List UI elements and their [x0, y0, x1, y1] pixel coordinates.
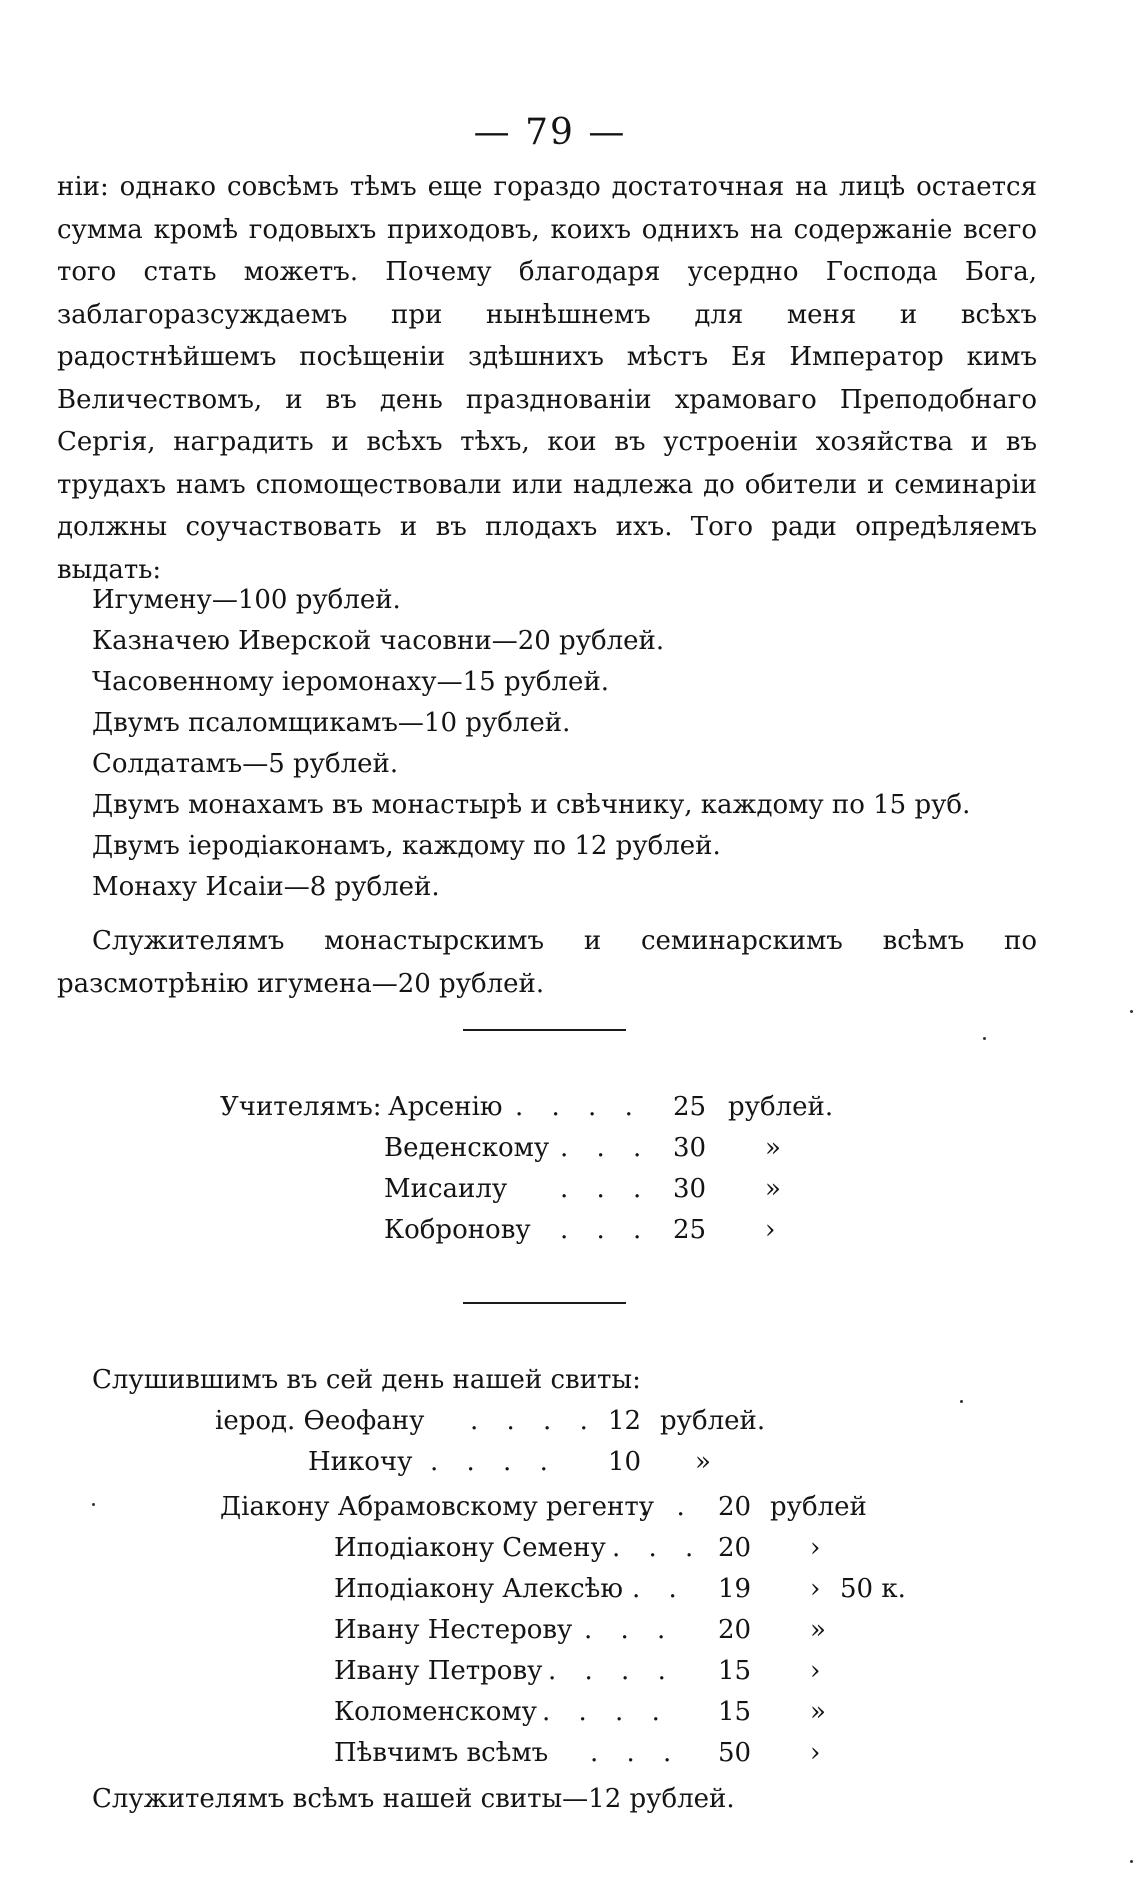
- print-speck: [960, 1400, 963, 1403]
- leader-dots: . . .: [612, 1533, 704, 1563]
- award-line: Двумъ монахамъ въ монастырѣ и свѣчнику, каждому по 15 руб.: [92, 790, 971, 820]
- leader-dots: . .: [640, 1492, 695, 1522]
- print-speck: [1130, 1860, 1133, 1863]
- section-divider: [463, 1029, 626, 1031]
- suite-amount: 12: [608, 1406, 642, 1436]
- leader-dots: . . . .: [515, 1092, 643, 1122]
- teachers-label: Учителямъ:: [220, 1092, 382, 1122]
- section-divider: [463, 1302, 626, 1304]
- teacher-name: Арсенію: [388, 1092, 503, 1122]
- suite-amount: 15: [718, 1656, 752, 1686]
- suite-unit: рублей: [770, 1492, 867, 1522]
- award-line: Двумъ іеродіаконамъ, каждому по 12 рублей.: [92, 831, 721, 861]
- suite-unit: ›: [810, 1574, 821, 1604]
- suite-name: Пѣвчимъ всѣмъ: [334, 1738, 549, 1768]
- suite-amount: 20: [718, 1615, 752, 1645]
- leader-dots: . . . .: [542, 1697, 670, 1727]
- teacher-unit: »: [765, 1133, 781, 1163]
- teacher-name: Мисаилу: [384, 1174, 508, 1204]
- teacher-amount: 30: [673, 1174, 707, 1204]
- suite-name: іерод. Ѳеофану: [215, 1406, 425, 1436]
- leader-dots: . . . .: [470, 1406, 598, 1436]
- award-line: Монаху Исаіи—8 рублей.: [92, 872, 440, 902]
- leader-dots: . . . .: [548, 1656, 676, 1686]
- suite-amount: 50: [718, 1738, 752, 1768]
- suite-extra: 50 к.: [840, 1574, 906, 1604]
- print-speck: [983, 1037, 986, 1040]
- teacher-name: Веденскому: [384, 1133, 550, 1163]
- leader-dots: . . .: [560, 1174, 652, 1204]
- suite-name: Ивану Петрову: [334, 1656, 543, 1686]
- leader-dots: . . .: [560, 1215, 652, 1245]
- suite-unit: ›: [810, 1738, 821, 1768]
- suite-unit: »: [695, 1447, 711, 1477]
- suite-unit: рублей.: [660, 1406, 766, 1436]
- suite-name: Діакону Абрамовскому регенту: [220, 1492, 655, 1522]
- award-line: Казначею Иверской часовни—20 рублей.: [92, 626, 665, 656]
- teacher-amount: 25: [673, 1092, 707, 1122]
- suite-unit: »: [810, 1697, 826, 1727]
- leader-dots: . . .: [590, 1738, 682, 1768]
- leader-dots: . . . .: [430, 1447, 558, 1477]
- suite-unit: »: [810, 1615, 826, 1645]
- leader-dots: . . .: [560, 1133, 652, 1163]
- teacher-amount: 25: [673, 1215, 707, 1245]
- teacher-unit: рублей.: [728, 1092, 834, 1122]
- suite-name: Никочу: [308, 1447, 413, 1477]
- servants-paragraph: Служителямъ монастырскимъ и семинарскимъ всѣмъ по разсмотрѣнію игумена—20 рублей.: [57, 926, 1037, 999]
- leader-dots: . . .: [584, 1615, 676, 1645]
- teacher-name: Кобронову: [384, 1215, 531, 1245]
- page-number: — 79 —: [473, 112, 627, 153]
- suite-amount: 20: [718, 1533, 752, 1563]
- suite-closing: Служителямъ всѣмъ нашей свиты—12 рублей.: [92, 1784, 735, 1814]
- award-line: Часовенному іеромонаху—15 рублей.: [92, 667, 610, 697]
- suite-name: Ивану Нестерову: [334, 1615, 573, 1645]
- leader-dots: . .: [632, 1574, 687, 1604]
- suite-name: Иподіакону Алексѣю: [334, 1574, 623, 1604]
- suite-amount: 10: [608, 1447, 642, 1477]
- teacher-amount: 30: [673, 1133, 707, 1163]
- print-speck: [92, 1503, 95, 1506]
- award-line: Двумъ псаломщикамъ—10 рублей.: [92, 708, 571, 738]
- suite-unit: ›: [810, 1533, 821, 1563]
- suite-name: Коломенскому: [334, 1697, 537, 1727]
- suite-amount: 19: [718, 1574, 752, 1604]
- suite-amount: 20: [718, 1492, 752, 1522]
- teacher-unit: ›: [765, 1215, 776, 1245]
- award-line: Солдатамъ—5 рублей.: [92, 749, 399, 779]
- teacher-unit: »: [765, 1174, 781, 1204]
- intro-paragraph: ніи: однако совсѣмъ тѣмъ еще гораздо достаточная на лицѣ остается сумма кромѣ годовыхъ приходовъ, коихъ однихъ на содержаніе всего того стать можетъ. Почему благодаря усердно Господа Бога, заблагоразсуждаемъ при нынѣшнемъ для меня и всѣхъ радостнѣйшемъ посѣщеніи здѣшнихъ мѣстъ Ея Император кимъ Величествомъ, и въ день празднованіи храмоваго Преподобнаго Сергія, наградить и всѣхъ тѣхъ, кои въ устроеніи хозяйства и въ трудахъ намъ спомоществовали или надлежа до обители и семинаріи должны соучаствовать и въ плодахъ ихъ. Того ради опредѣляемъ выдать:: [57, 172, 1037, 585]
- print-speck: [1130, 1010, 1133, 1013]
- suite-amount: 15: [718, 1697, 752, 1727]
- suite-heading: Слушившимъ въ сей день нашей свиты:: [92, 1365, 641, 1395]
- award-line: Игумену—100 рублей.: [92, 585, 401, 615]
- suite-unit: ›: [810, 1656, 821, 1686]
- suite-name: Иподіакону Семену: [334, 1533, 606, 1563]
